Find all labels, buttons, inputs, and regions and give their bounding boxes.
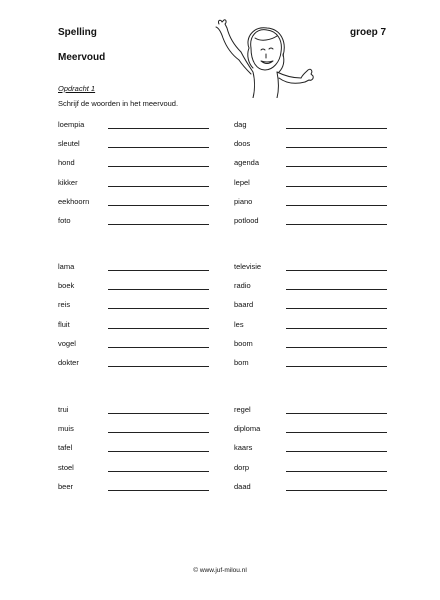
answer-line[interactable]: [108, 186, 209, 187]
task-label: Opdracht 1: [58, 84, 96, 93]
singular-word: reis: [58, 300, 71, 310]
singular-word: agenda: [234, 158, 260, 168]
answer-line[interactable]: [286, 128, 387, 129]
answer-line[interactable]: [286, 366, 387, 367]
answer-line[interactable]: [286, 347, 387, 348]
grade-label: groep 7: [350, 27, 387, 38]
answer-line[interactable]: [286, 432, 387, 433]
singular-word: foto: [58, 216, 71, 225]
answer-line[interactable]: [286, 205, 387, 206]
singular-word: vogel: [58, 338, 76, 348]
singular-word: dorp: [234, 462, 250, 472]
answer-line[interactable]: [286, 147, 387, 148]
answer-line[interactable]: [108, 471, 209, 472]
footer-credit: © www.juf-milou.nl: [193, 567, 247, 574]
singular-word: boek: [58, 281, 75, 291]
singular-word: muis: [58, 424, 74, 434]
singular-word: baard: [234, 300, 254, 310]
answer-line[interactable]: [286, 328, 387, 329]
singular-word: kikker: [58, 177, 78, 187]
answer-line[interactable]: [108, 490, 209, 491]
singular-word: bom: [234, 358, 249, 367]
answer-line[interactable]: [108, 128, 209, 129]
answer-line[interactable]: [108, 366, 209, 367]
answer-line[interactable]: [108, 413, 209, 414]
answer-line[interactable]: [286, 490, 387, 491]
singular-word: lepel: [234, 177, 250, 187]
singular-word: beer: [58, 481, 74, 491]
singular-word: dokter: [58, 358, 79, 367]
singular-word: diploma: [234, 424, 261, 434]
answer-line[interactable]: [286, 471, 387, 472]
answer-line[interactable]: [108, 308, 209, 309]
answer-line[interactable]: [286, 308, 387, 309]
singular-word: daad: [234, 481, 251, 491]
singular-word: dag: [234, 120, 247, 129]
answer-line[interactable]: [286, 289, 387, 290]
answer-line[interactable]: [108, 147, 209, 148]
singular-word: radio: [234, 281, 251, 291]
topic-title: Meervoud: [58, 52, 106, 63]
answer-line[interactable]: [286, 166, 387, 167]
singular-word: sleutel: [58, 139, 80, 149]
singular-word: stoel: [58, 462, 74, 472]
singular-word: tafel: [58, 443, 73, 453]
answer-line[interactable]: [108, 328, 209, 329]
answer-line[interactable]: [108, 289, 209, 290]
answer-line[interactable]: [108, 451, 209, 452]
singular-word: loempia: [58, 120, 85, 129]
singular-word: hond: [58, 158, 75, 168]
singular-word: piano: [234, 196, 253, 206]
answer-line[interactable]: [108, 270, 209, 271]
answer-line[interactable]: [286, 224, 387, 225]
singular-word: lama: [58, 262, 75, 271]
singular-word: les: [234, 319, 244, 329]
singular-word: trui: [58, 405, 69, 414]
answer-line[interactable]: [108, 205, 209, 206]
answer-line[interactable]: [286, 413, 387, 414]
answer-line[interactable]: [286, 186, 387, 187]
singular-word: doos: [234, 139, 251, 149]
singular-word: regel: [234, 405, 251, 414]
singular-word: televisie: [234, 262, 262, 271]
answer-line[interactable]: [108, 224, 209, 225]
answer-line[interactable]: [108, 347, 209, 348]
subject-title: Spelling: [58, 27, 97, 38]
girl-waving-icon: [213, 18, 315, 98]
answer-line[interactable]: [286, 451, 387, 452]
task-instruction: Schrijf de woorden in het meervoud.: [58, 99, 179, 108]
answer-line[interactable]: [108, 166, 209, 167]
singular-word: potlood: [234, 216, 259, 225]
singular-word: eekhoorn: [58, 196, 90, 206]
singular-word: fluit: [58, 319, 70, 329]
singular-word: kaars: [234, 443, 253, 453]
answer-line[interactable]: [108, 432, 209, 433]
singular-word: boom: [234, 338, 253, 348]
answer-line[interactable]: [286, 270, 387, 271]
